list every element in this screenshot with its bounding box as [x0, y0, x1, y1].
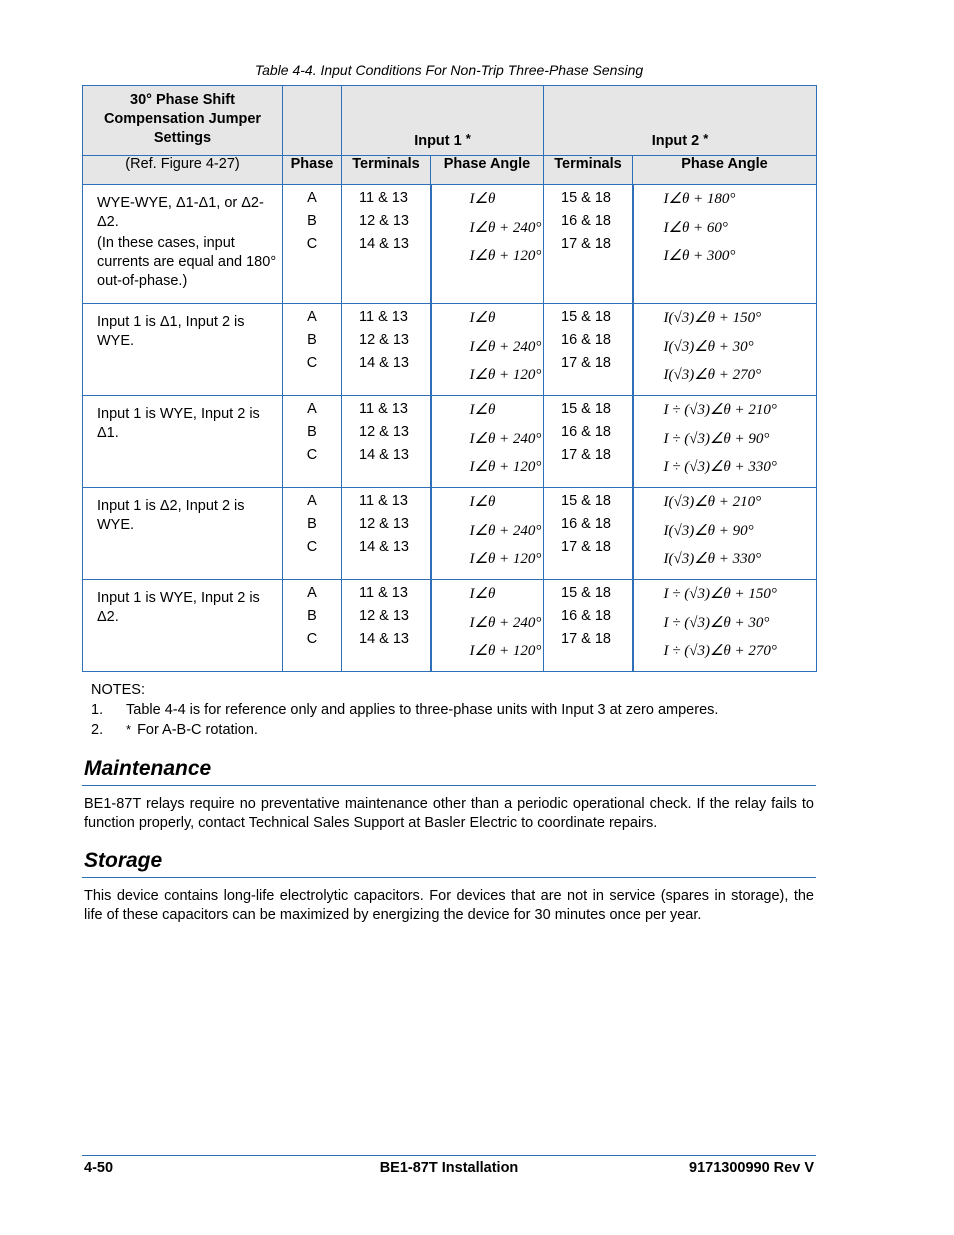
footer-title: BE1-87T Installation: [379, 1160, 519, 1176]
phase-label: A: [307, 309, 317, 325]
terminals1-cell: [342, 185, 431, 304]
angle1-header: Phase Angle: [431, 156, 544, 185]
terminal-pair: 15 & 18: [561, 190, 611, 206]
angle1-cell: [431, 580, 544, 672]
phase-angle-expression: I∠θ + 180°: [663, 191, 736, 207]
terminal-pair: 15 & 18: [561, 401, 611, 417]
terminals1-cell: [342, 396, 431, 488]
maintenance-heading: Maintenance: [84, 757, 212, 780]
condition-text: Input 1 is WYE, Input 2 is Δ1.: [97, 406, 260, 441]
footer-divider: [82, 1155, 816, 1156]
condition-text: Input 1 is WYE, Input 2 is Δ2.: [97, 590, 260, 625]
terminal-pair: 16 & 18: [561, 608, 611, 624]
asterisk: *: [465, 131, 471, 146]
table-row: [83, 580, 817, 672]
phase-angle-expression: I∠θ + 240°: [469, 430, 542, 447]
phase-angle-expression: I(√3)∠θ + 150°: [663, 310, 762, 326]
blank-header-cell: [283, 86, 342, 156]
phase-angle-expression: I∠θ: [469, 191, 496, 207]
phase-angle-expression: I∠θ + 240°: [469, 219, 542, 236]
phase-angle-expression: I ÷ (√3)∠θ + 270°: [663, 643, 777, 659]
phase-label: A: [307, 585, 317, 601]
asterisk: *: [126, 722, 132, 737]
condition-note: (In these cases, input currents are equal and 180° out-of-phase.): [97, 235, 277, 289]
table-caption: Table 4-4. Input Conditions For Non-Trip Three-Phase Sensing: [254, 62, 644, 78]
notes-title: NOTES:: [91, 682, 145, 698]
note-item: 2. * For A-B-C rotation.: [91, 722, 258, 738]
phase-label: A: [307, 190, 317, 206]
terminal-pair: 15 & 18: [561, 309, 611, 325]
phase-angle-expression: I ÷ (√3)∠θ + 90°: [663, 430, 770, 447]
phase-angle-expression: I∠θ + 240°: [469, 614, 542, 631]
terminals2-cell: [544, 304, 633, 396]
condition-cell: [83, 185, 283, 304]
phase-cell: [283, 304, 342, 396]
phase-angle-expression: I(√3)∠θ + 30°: [663, 338, 754, 355]
phase-angle-expression: I∠θ + 120°: [469, 643, 542, 659]
table-notes: [91, 680, 718, 740]
phase-angle-expression: I∠θ + 120°: [469, 248, 542, 264]
terminal-pair: 11 & 13: [359, 401, 408, 417]
terminal-pair: 16 & 18: [561, 332, 611, 348]
angle1-cell: [431, 488, 544, 580]
asterisk: *: [703, 131, 709, 146]
phase-label: A: [307, 401, 317, 417]
terminals2-cell: [544, 488, 633, 580]
phase-angle-expression: I∠θ: [469, 402, 496, 418]
terminal-pair: 17 & 18: [561, 355, 611, 371]
condition-cell: [83, 488, 283, 580]
jumper-settings-header: 30° Phase Shift Compensation Jumper Settings: [83, 86, 283, 156]
terminal-pair: 14 & 13: [359, 539, 409, 555]
terminal-pair: 12 & 13: [359, 424, 409, 440]
phase-angle-expression: I(√3)∠θ + 90°: [663, 522, 754, 539]
table-row: [83, 396, 817, 488]
phase-label: B: [307, 424, 317, 440]
phase-label: B: [307, 516, 317, 532]
terminal-pair: 12 & 13: [359, 608, 409, 624]
angle1-cell: [431, 185, 544, 304]
input-conditions-table: [82, 85, 817, 672]
phase-label: C: [306, 355, 318, 371]
phase-angle-expression: I∠θ + 60°: [663, 219, 728, 236]
phase-label: C: [306, 447, 318, 463]
terminal-pair: 15 & 18: [561, 585, 611, 601]
angle2-cell: [633, 304, 817, 396]
table-subheader-row: [83, 156, 817, 185]
terminals2-header: Terminals: [544, 156, 633, 185]
phase-cell: [283, 488, 342, 580]
phase-cell: [283, 185, 342, 304]
input1-header: Input 1 *: [342, 86, 544, 156]
phase-angle-expression: I(√3)∠θ + 270°: [663, 367, 762, 383]
phase-angle-expression: I∠θ + 120°: [469, 551, 542, 567]
phase-angle-expression: I ÷ (√3)∠θ + 210°: [663, 402, 777, 418]
phase-label: C: [306, 236, 318, 252]
terminal-pair: 17 & 18: [561, 539, 611, 555]
phase-label: C: [306, 631, 318, 647]
angle1-cell: [431, 396, 544, 488]
table-row: [83, 488, 817, 580]
table-row: [83, 304, 817, 396]
terminals1-header: Terminals: [342, 156, 431, 185]
terminal-pair: 12 & 13: [359, 213, 409, 229]
condition-cell: [83, 396, 283, 488]
phase-label: A: [307, 493, 317, 509]
phase-angle-expression: I∠θ + 120°: [469, 367, 542, 383]
table-row: [83, 185, 817, 304]
phase-label: B: [307, 332, 317, 348]
phase-cell: [283, 396, 342, 488]
phase-angle-expression: I ÷ (√3)∠θ + 30°: [663, 614, 770, 631]
phase-label: B: [307, 213, 317, 229]
angle2-cell: [633, 580, 817, 672]
terminals1-cell: [342, 580, 431, 672]
table-header-row: [83, 86, 817, 156]
phase-angle-expression: I∠θ + 300°: [663, 248, 736, 264]
terminal-pair: 17 & 18: [561, 631, 611, 647]
phase-angle-expression: I∠θ: [469, 586, 496, 602]
phase-header: Phase: [283, 156, 342, 185]
terminal-pair: 14 & 13: [359, 447, 409, 463]
phase-angle-expression: I∠θ: [469, 494, 496, 510]
phase-angle-expression: I∠θ + 240°: [469, 338, 542, 355]
phase-cell: [283, 580, 342, 672]
phase-angle-expression: I∠θ + 240°: [469, 522, 542, 539]
terminal-pair: 11 & 13: [359, 190, 408, 206]
phase-label: C: [306, 539, 318, 555]
terminal-pair: 11 & 13: [359, 585, 408, 601]
phase-label: B: [307, 608, 317, 624]
page-number: 4-50: [84, 1160, 114, 1176]
terminal-pair: 11 & 13: [359, 493, 408, 509]
condition-text: Input 1 is Δ2, Input 2 is WYE.: [97, 498, 245, 533]
document-number: 9171300990 Rev V: [689, 1160, 814, 1176]
phase-angle-expression: I ÷ (√3)∠θ + 150°: [663, 586, 777, 602]
terminal-pair: 14 & 13: [359, 631, 409, 647]
terminals1-cell: [342, 488, 431, 580]
terminal-pair: 15 & 18: [561, 493, 611, 509]
maintenance-text: BE1-87T relays require no preventative maintenance other than a periodic operational check. If the relay fails to function properly, contact Technical Sales Support at Basler Electric to coordinate repairs.: [84, 796, 814, 831]
section-divider: [82, 785, 816, 786]
angle2-cell: [633, 185, 817, 304]
terminals1-cell: [342, 304, 431, 396]
phase-angle-expression: I(√3)∠θ + 330°: [663, 551, 762, 567]
condition-cell: [83, 304, 283, 396]
phase-angle-expression: I(√3)∠θ + 210°: [663, 494, 762, 510]
condition-cell: [83, 580, 283, 672]
terminal-pair: 12 & 13: [359, 332, 409, 348]
terminals2-cell: [544, 580, 633, 672]
storage-heading: Storage: [84, 849, 163, 872]
condition-text: Input 1 is Δ1, Input 2 is WYE.: [97, 314, 245, 349]
phase-angle-expression: I ÷ (√3)∠θ + 330°: [663, 459, 777, 475]
terminal-pair: 16 & 18: [561, 424, 611, 440]
terminal-pair: 17 & 18: [561, 447, 611, 463]
terminal-pair: 16 & 18: [561, 516, 611, 532]
terminal-pair: 11 & 13: [359, 309, 408, 325]
condition-text: WYE-WYE, Δ1-Δ1, or Δ2-Δ2.: [97, 195, 264, 230]
ref-figure-cell: (Ref. Figure 4-27): [83, 156, 283, 185]
terminals2-cell: [544, 185, 633, 304]
angle1-cell: [431, 304, 544, 396]
angle2-header: Phase Angle: [633, 156, 817, 185]
terminal-pair: 12 & 13: [359, 516, 409, 532]
note-item: 1. Table 4-4 is for reference only and applies to three-phase units with Input 3 at zero amperes.: [91, 702, 719, 718]
storage-text: This device contains long-life electrolytic capacitors. For devices that are not in service (spares in storage), the life of these capacitors can be maximized by energizing the device for 30 minutes once per year.: [84, 888, 814, 923]
terminal-pair: 16 & 18: [561, 213, 611, 229]
terminals2-cell: [544, 396, 633, 488]
terminal-pair: 14 & 13: [359, 236, 409, 252]
terminal-pair: 14 & 13: [359, 355, 409, 371]
phase-angle-expression: I∠θ: [469, 310, 496, 326]
angle2-cell: [633, 488, 817, 580]
phase-angle-expression: I∠θ + 120°: [469, 459, 542, 475]
input2-header: Input 2 *: [544, 86, 817, 156]
section-divider: [82, 877, 816, 878]
terminal-pair: 17 & 18: [561, 236, 611, 252]
angle2-cell: [633, 396, 817, 488]
